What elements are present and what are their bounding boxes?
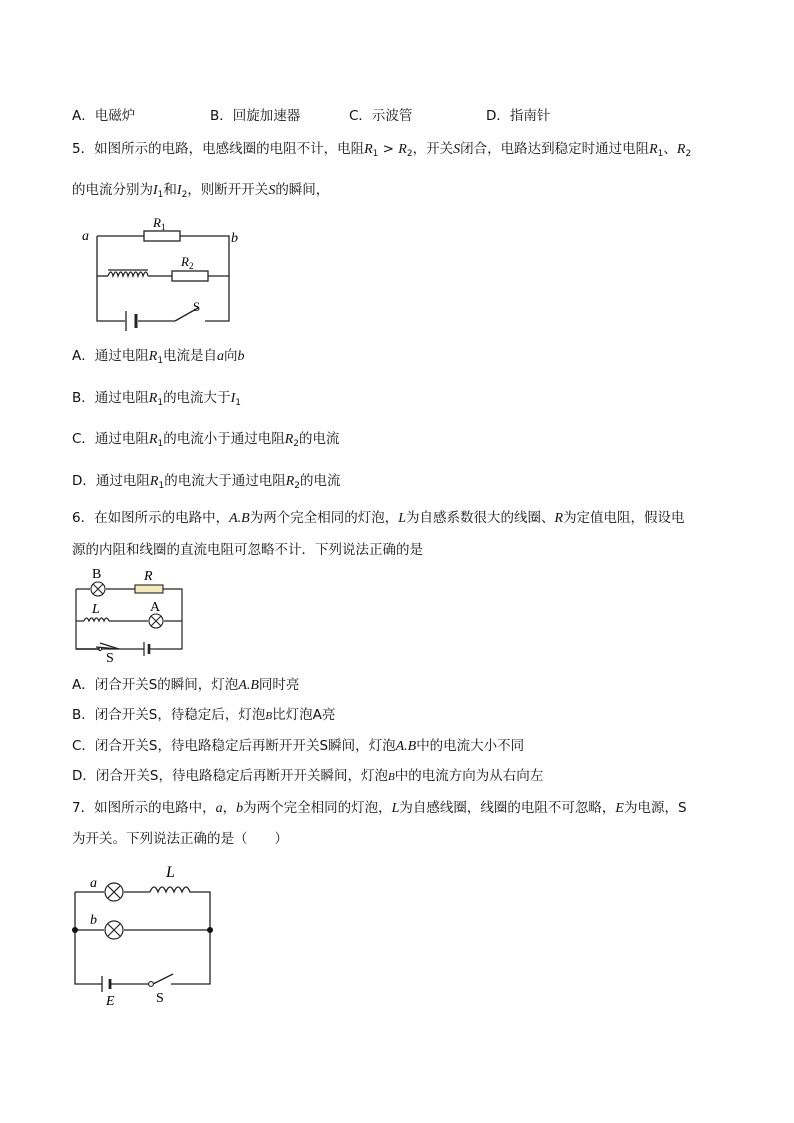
q7-stem-line1: 7．如图所示的电路中，a，b为两个完全相同的灯泡，L为自感线圈，线圈的电阻不可忽略，E为电源，S xyxy=(72,800,687,816)
q5-fig-label-s: S xyxy=(193,299,201,314)
q4-option-b: B．回旋加速器 xyxy=(210,108,301,124)
q7-fig-label-a: a xyxy=(90,876,97,891)
q5-fig-label-b: b xyxy=(231,231,238,246)
q5-fig-label-a: a xyxy=(82,229,89,244)
q5-fig-label-r1: $R_1$ xyxy=(153,215,166,232)
q6-stem-line1: 6．在如图所示的电路中，A.B为两个完全相同的灯泡，L为自感系数很大的线圈、R为定值电阻，假设电 xyxy=(72,510,685,526)
q4-option-d: D．指南针 xyxy=(486,108,551,124)
q5-option-b: B．通过电阻$R_1$的电流大于$I_1$ xyxy=(72,390,241,408)
q7-fig-label-l: L xyxy=(166,864,175,881)
q6-option-a: A．闭合开关S的瞬间，灯泡A.B同时亮 xyxy=(72,677,300,693)
q5-fig-label-r2: $R_2$ xyxy=(181,254,194,271)
q6-circuit-diagram xyxy=(72,565,192,665)
q6-option-d: D．闭合开关S，待电路稳定后再断开开关瞬间，灯泡B中的电流方向为从右向左 xyxy=(72,768,544,784)
q6-stem-line2: 源的内阻和线圈的直流电阻可忽略不计．下列说法正确的是 xyxy=(72,542,423,558)
q6-option-c: C．闭合开关S，待电路稳定后再断开开关S瞬间，灯泡A.B中的电流大小不同 xyxy=(72,738,525,754)
q7-fig-label-e: E xyxy=(106,994,115,1009)
q6-fig-label-l: L xyxy=(92,602,100,617)
q6-fig-label-b: B xyxy=(92,567,102,582)
q5-option-a: A．通过电阻$R_1$电流是自a向b xyxy=(72,348,245,366)
q5-stem-line1: 5．如图所示的电路，电感线圈的电阻不计，电阻$R_1 > R_2$，开关S闭合，电路达到稳定时通过电阻$R_1$、$R_2$ xyxy=(72,141,692,159)
q7-circuit-diagram xyxy=(68,862,218,1010)
q6-fig-label-r: R xyxy=(144,569,153,584)
q5-circuit-diagram xyxy=(80,212,250,327)
q6-fig-label-a: A xyxy=(150,600,161,615)
q4-option-c: C．示波管 xyxy=(349,108,413,124)
q4-option-a: A．电磁炉 xyxy=(72,108,136,124)
q6-option-b: B．闭合开关S，待稳定后，灯泡B比灯泡A亮 xyxy=(72,707,336,723)
q7-fig-label-b: b xyxy=(90,913,97,928)
q5-option-c: C．通过电阻$R_1$的电流小于通过电阻$R_2$的电流 xyxy=(72,431,340,449)
q5-stem-line2: 的电流分别为$I_1$和$I_2$，则断开开关S的瞬间， xyxy=(72,182,330,200)
q6-fig-label-s: S xyxy=(106,651,114,666)
q7-fig-label-s: S xyxy=(156,991,164,1006)
q5-option-d: D．通过电阻$R_1$的电流大于通过电阻$R_2$的电流 xyxy=(72,473,341,491)
q7-stem-line2: 为开关。下列说法正确的是（ ） xyxy=(72,831,288,847)
